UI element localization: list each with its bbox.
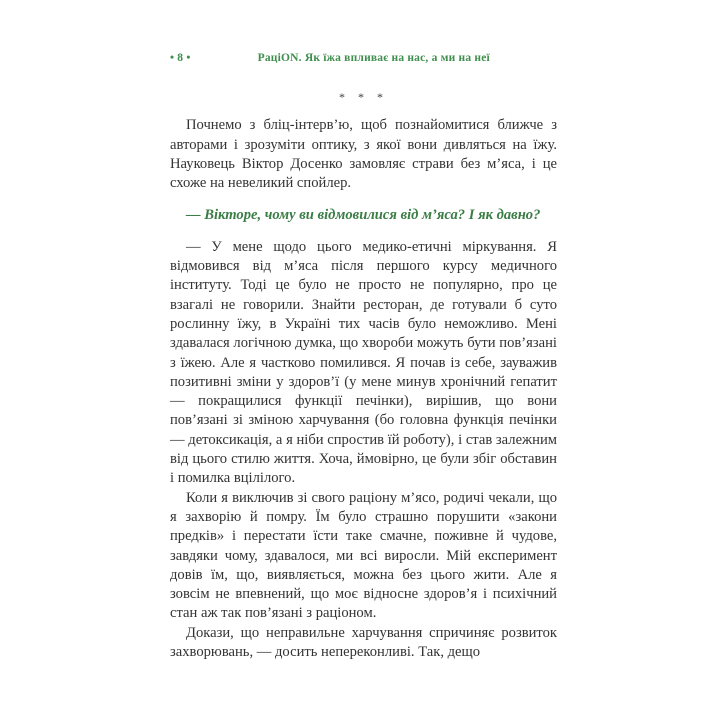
page-header bbox=[170, 52, 557, 64]
page-content bbox=[170, 88, 557, 662]
paragraph-intro: Почнемо з бліц-інтерв’ю, щоб познайомитися ближче з авторами і зрозуміти оптику, з якої вони дивляться на їжу. Науковець Віктор Досенко замовляє страви без м’яса, і це схоже на невеликий спойлер. bbox=[170, 117, 557, 192]
page-number: • 8 • bbox=[170, 52, 191, 64]
section-separator: * * * bbox=[339, 90, 388, 104]
interview-question: — Вікторе, чому ви відмовилися від м’яса? І як давно? bbox=[186, 207, 541, 224]
running-head-title: РаціON. Як їжа впливає на нас, а ми на неї bbox=[257, 52, 490, 64]
paragraph-answer-1: — У мене щодо цього медико-етичні міркування. Я відмовився від м’яса після першого курсу медичного інституту. Тоді це було не просто не популярно, про це взагалі не говорили. Знайти ресторан, де готували б суто рослинну їжу, в Україні тих часів було неможливо. Мені здавалася логічною думка, що хвороби можуть бути пов’язані з їжею. Але я частково помилився. Я почав із себе, зауважив позитивні зміни у здоров’ї (у мене минув хронічний гепатит — покращилися функції печінки), вирішив, що вони пов’язані зі зміною харчування (бо головна функція печінки — детоксикація, а я ніби спростив їй роботу), і став залежним від цього стилю життя. Хоча, ймовірно, це були збіг обставин і помилка вцілілого. bbox=[170, 238, 557, 487]
paragraph-answer-3: Докази, що неправильне харчування спричиняє розвиток захворювань, — досить непереконливі. Так, дещо bbox=[170, 624, 557, 661]
paragraph-answer-2: Коли я виключив зі свого раціону м’ясо, родичі чекали, що я захворію й помру. Їм було страшно порушити «закони предків» і перестати їсти таке смачне, поживне й чудове, завдяки чому, здавалося, ми всі виросли. Мій експеримент довів їм, що, виявляється, можна без цього жити. Але я зовсім не впевнений, що моє відносне здоров’я і психічний стан аж так пов’язані з раціоном. bbox=[170, 489, 557, 622]
